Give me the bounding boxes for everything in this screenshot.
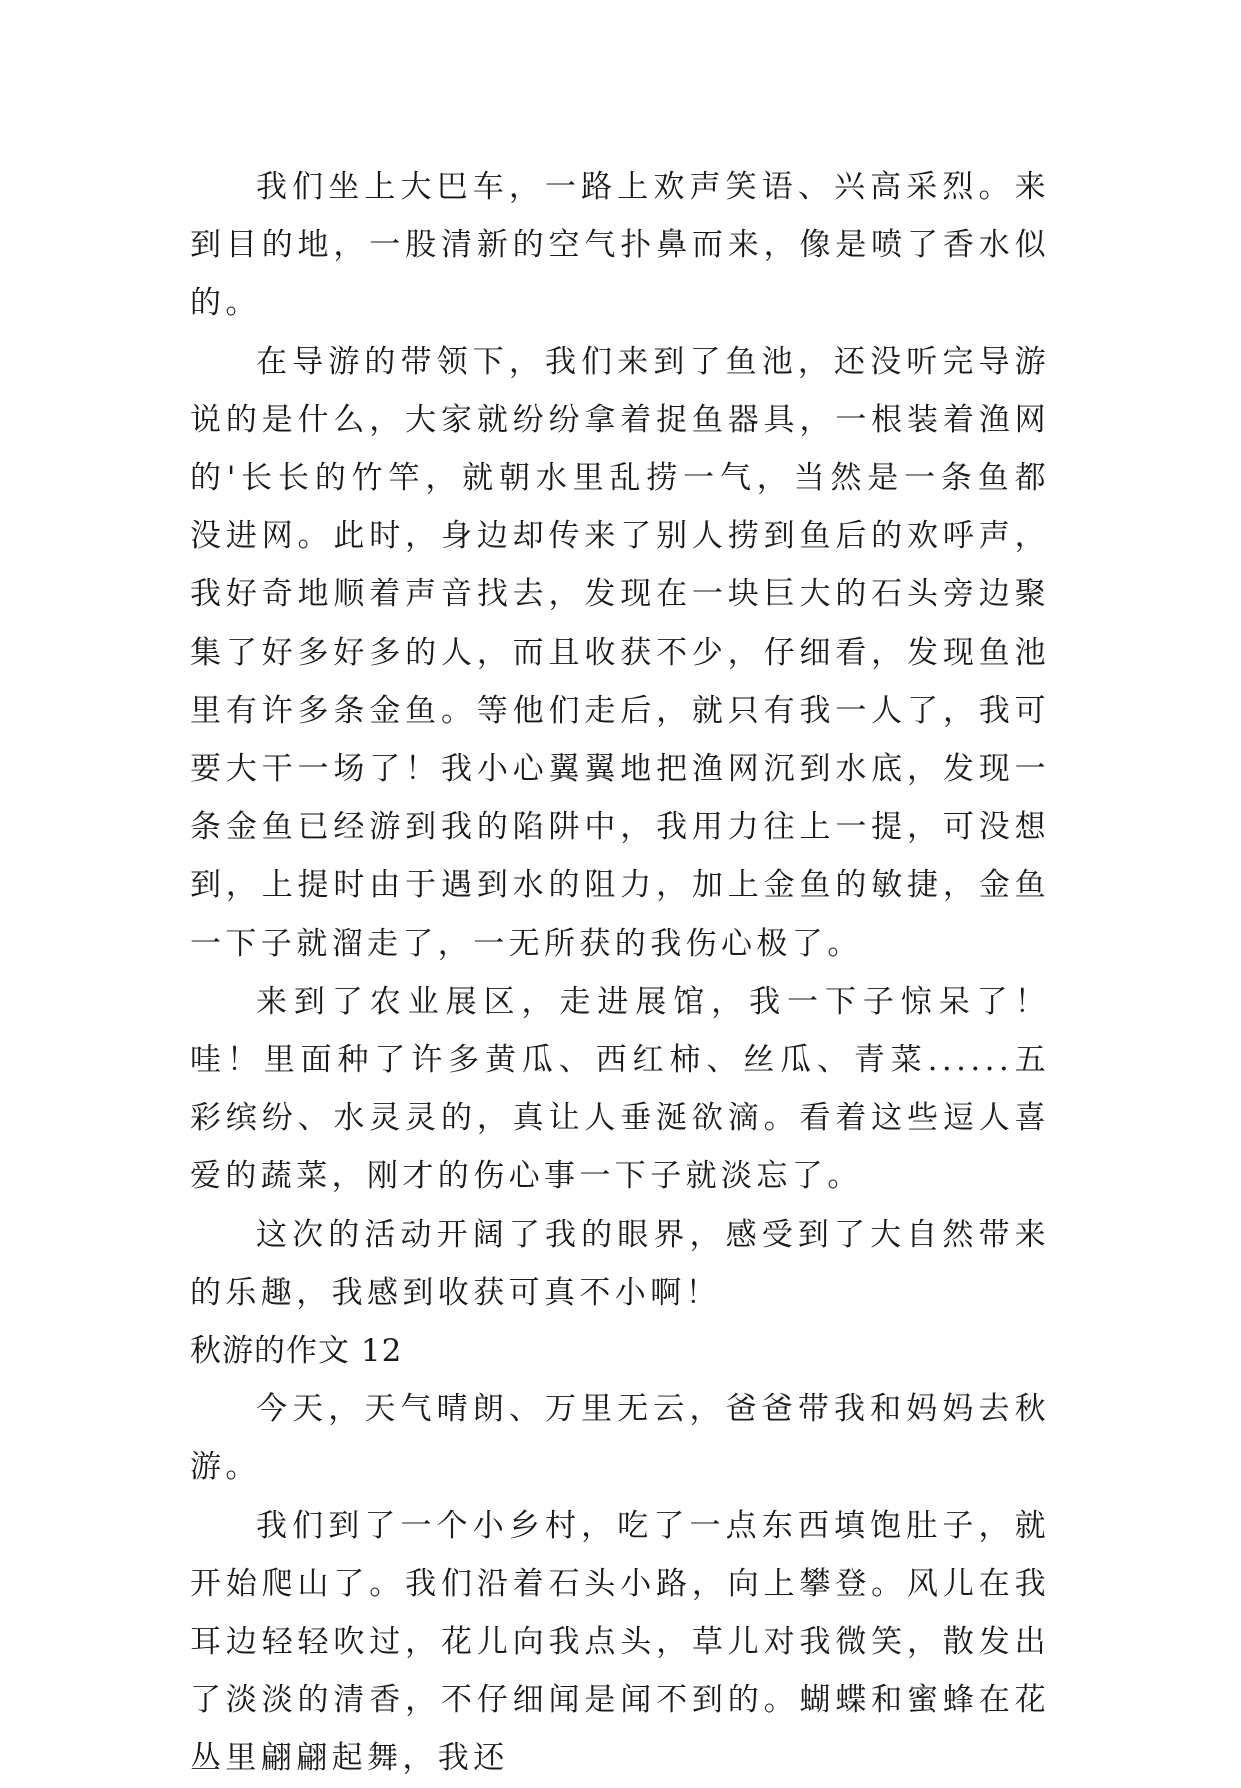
paragraph-conclusion: 这次的活动开阔了我的眼界，感受到了大自然带来的乐趣，我感到收获可真不小啊！ bbox=[190, 1216, 1050, 1311]
paragraph-mountain-climb: 我们到了一个小乡村，吃了一点东西填饱肚子，就开始爬山了。我们沿着石头小路，向上攀登。风儿在我耳边轻轻吹过，花儿向我点头，草儿对我微笑，散发出了淡淡的清香，不仔细闻是闻不到的。蝴蝶和蜜蜂在花丛里翩翩起舞，我还 bbox=[190, 1507, 1050, 1777]
paragraph-agriculture-hall: 来到了农业展区，走进展馆，我一下子惊呆了！哇！里面种了许多黄瓜、西红柿、丝瓜、青菜......五彩缤纷、水灵灵的，真让人垂涎欲滴。看着这些逗人喜爱的蔬菜，刚才的伤心事一下子就淡忘了。 bbox=[190, 983, 1050, 1195]
document-body bbox=[190, 158, 1050, 1788]
paragraph-weather: 今天，天气晴朗、万里无云，爸爸带我和妈妈去秋游。 bbox=[190, 1391, 1050, 1486]
section-title: 秋游的作文 12 bbox=[190, 1333, 403, 1370]
paragraph-bus-arrival: 我们坐上大巴车，一路上欢声笑语、兴高采烈。来到目的地，一股清新的空气扑鼻而来，像是喷了香水似的。 bbox=[190, 169, 1050, 322]
paragraph-fishing: 在导游的带领下，我们来到了鱼池，还没听完导游说的是什么，大家就纷纷拿着捉鱼器具，一根装着渔网的'长长的竹竿，就朝水里乱捞一气，当然是一条鱼都没进网。此时，身边却传来了别人捞到鱼后的欢呼声，我好奇地顺着声音找去，发现在一块巨大的石头旁边聚集了好多好多的人，而且收获不少，仔细看，发现鱼池里有许多条金鱼。等他们走后，就只有我一人了，我可要大干一场了！我小心翼翼地把渔网沉到水底，发现一条金鱼已经游到我的陷阱中，我用力往上一提，可没想到，上提时由于遇到水的阻力，加上金鱼的敏捷，金鱼一下子就溜走了，一无所获的我伤心极了。 bbox=[190, 343, 1050, 962]
